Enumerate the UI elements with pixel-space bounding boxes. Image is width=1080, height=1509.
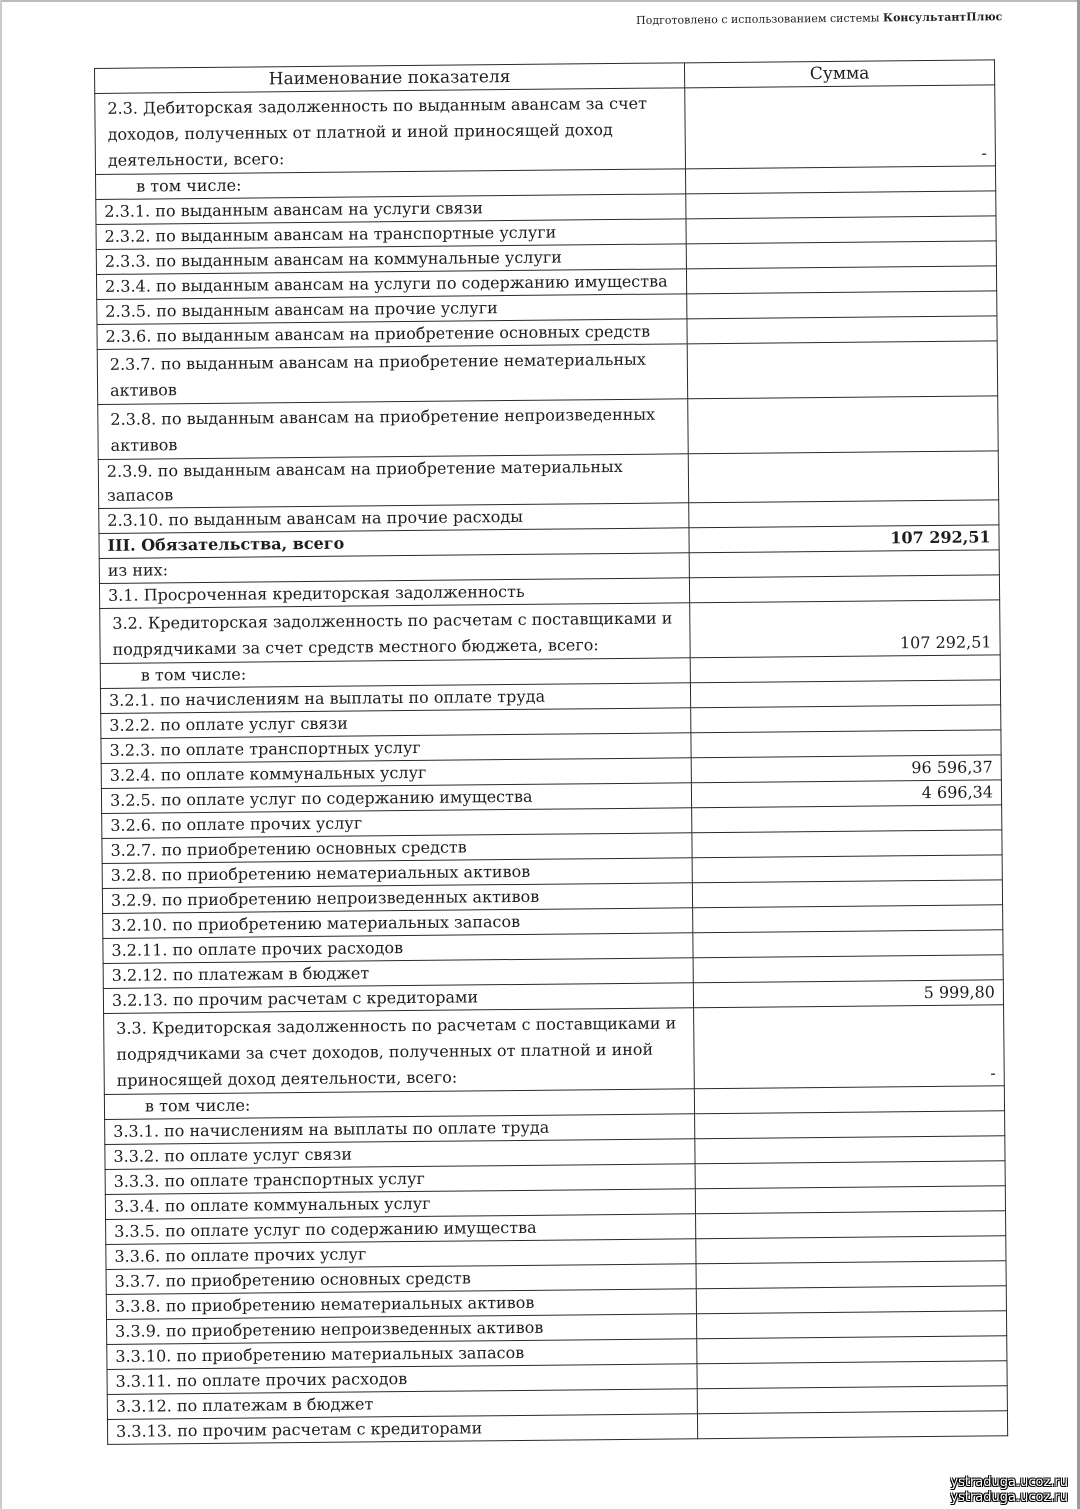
row-value: [692, 830, 1002, 858]
row-value: [696, 1261, 1006, 1289]
watermark-line-1: ystraduga.ucoz.ru: [950, 1475, 1068, 1490]
row-label: 2.3.4. по выданным авансам на услуги по содержанию имущества: [96, 269, 686, 300]
row-label: 3.2. Кредиторская задолженность по расчетам с поставщиками и подрядчиками за счет средств местного бюджета, всего:: [100, 603, 691, 664]
row-value: [690, 655, 1000, 683]
header-note-prefix: Подготовлено с использованием системы: [636, 11, 884, 27]
row-label: 3.2.1. по начислениям на выплаты по оплате труда: [100, 683, 690, 714]
row-value: [693, 930, 1003, 958]
row-value: [688, 396, 999, 454]
row-value: [692, 880, 1002, 908]
column-header-name: Наименование показателя: [95, 63, 685, 94]
row-value: [693, 905, 1003, 933]
row-value: [686, 216, 996, 244]
table-row: [100, 600, 1000, 664]
row-label: 3.3.11. по оплате прочих расходов: [107, 1364, 697, 1395]
row-value: 96 596,37: [691, 755, 1001, 783]
row-label: 3.1. Просроченная кредиторская задолженность: [99, 578, 689, 609]
row-value: [696, 1236, 1006, 1264]
row-value: [686, 266, 996, 294]
row-label: 3.3.3. по оплате транспортных услуг: [105, 1164, 695, 1195]
report-table: [94, 59, 1008, 1445]
table-row: [104, 1005, 1005, 1095]
row-value: [689, 500, 999, 528]
row-label: 2.3.9. по выданным авансам на приобретение материальных запасов: [98, 454, 688, 509]
row-label: 2.3.5. по выданным авансам на прочие услуги: [97, 294, 687, 325]
row-value: [691, 730, 1001, 758]
row-value: [696, 1286, 1006, 1314]
row-label: 3.3. Кредиторская задолженность по расчетам с поставщиками и подрядчиками за счет доходов, полученных от платной и иной приносящей доход деятельности, всего:: [104, 1008, 695, 1095]
row-label: 2.3.2. по выданным авансам на транспортные услуги: [96, 219, 686, 250]
row-value: [690, 680, 1000, 708]
row-value: [688, 451, 998, 503]
row-label: 3.3.6. по оплате прочих услуг: [106, 1239, 696, 1270]
row-value: 107 292,51: [689, 525, 999, 553]
row-label: 3.3.10. по приобретению материальных запасов: [107, 1339, 697, 1370]
row-label: 2.3.7. по выданным авансам на приобретение нематериальных активов: [97, 344, 688, 405]
row-label: 3.3.2. по оплате услуг связи: [105, 1139, 695, 1170]
header-note-brand: КонсультантПлюс: [882, 10, 1003, 25]
row-value: [689, 575, 999, 603]
row-label: 3.2.9. по приобретению непроизведенных активов: [102, 883, 692, 914]
row-label: 3.3.5. по оплате услуг по содержанию имущества: [106, 1214, 696, 1245]
table-row: [95, 85, 996, 175]
row-label: 3.2.7. по приобретению основных средств: [102, 833, 692, 864]
row-label: 3.2.11. по оплате прочих расходов: [103, 933, 693, 964]
row-label: 2.3. Дебиторская задолженность по выданным авансам за счет доходов, полученных от платной и иной приносящей доход деятельности, всего:: [95, 88, 686, 175]
row-label: в том числе:: [104, 1089, 694, 1120]
row-value: [687, 341, 998, 399]
row-value: [692, 805, 1002, 833]
row-label: 3.2.13. по прочим расчетам с кредиторами: [103, 983, 693, 1014]
row-label: III. Обязательства, всего: [99, 528, 689, 559]
row-value: [697, 1361, 1007, 1389]
row-label: 2.3.8. по выданным авансам на приобретение непроизведенных активов: [98, 399, 689, 460]
row-value: [694, 1086, 1004, 1114]
row-label: 3.3.1. по начислениям на выплаты по оплате труда: [105, 1114, 695, 1145]
row-value: -: [685, 85, 996, 169]
row-value: 5 999,80: [693, 980, 1003, 1008]
watermark-text: [950, 1475, 1068, 1505]
row-value: [686, 191, 996, 219]
row-value: [695, 1186, 1005, 1214]
row-label: 3.2.3. по оплате транспортных услуг: [101, 733, 691, 764]
page-edge-top: [0, 0, 1080, 2]
row-value: [695, 1111, 1005, 1139]
row-label: 3.2.4. по оплате коммунальных услуг: [101, 758, 691, 789]
table-row: [98, 451, 998, 509]
row-label: 2.3.6. по выданным авансам на приобретение основных средств: [97, 319, 687, 350]
row-value: 107 292,51: [690, 600, 1001, 658]
row-label: 3.2.8. по приобретению нематериальных активов: [102, 858, 692, 889]
row-value: [697, 1386, 1007, 1414]
table-row: [98, 396, 998, 460]
document-body: [94, 60, 996, 1445]
row-label: 2.3.3. по выданным авансам на коммунальные услуги: [96, 244, 686, 275]
row-label: 3.3.8. по приобретению нематериальных активов: [106, 1289, 696, 1320]
header-note: [636, 10, 1002, 27]
row-label: 3.2.6. по оплате прочих услуг: [102, 808, 692, 839]
row-label: из них:: [99, 553, 689, 584]
row-label: 3.2.2. по оплате услуг связи: [101, 708, 691, 739]
row-label: 3.2.12. по платежам в бюджет: [103, 958, 693, 989]
table-body: [95, 85, 1008, 1445]
row-value: [687, 291, 997, 319]
row-label: 2.3.10. по выданным авансам на прочие расходы: [99, 503, 689, 534]
row-value: [692, 855, 1002, 883]
row-label: 2.3.1. по выданным авансам на услуги связи: [96, 194, 686, 225]
row-value: [686, 241, 996, 269]
row-value: [689, 550, 999, 578]
row-label: 3.3.7. по приобретению основных средств: [106, 1264, 696, 1295]
page-edge-left: [0, 0, 2, 1509]
row-value: [696, 1311, 1006, 1339]
row-value: [693, 955, 1003, 983]
row-value: [687, 316, 997, 344]
row-label: 3.2.10. по приобретению материальных запасов: [103, 908, 693, 939]
table-row: [97, 341, 997, 405]
row-label: 3.3.12. по платежам в бюджет: [107, 1389, 697, 1420]
watermark-line-2: ystraduga.ucoz.ru: [950, 1490, 1068, 1505]
row-label: 3.2.5. по оплате услуг по содержанию имущества: [101, 783, 691, 814]
row-value: [685, 166, 995, 194]
row-value: [691, 705, 1001, 733]
row-value: [695, 1161, 1005, 1189]
row-label: 3.3.9. по приобретению непроизведенных активов: [107, 1314, 697, 1345]
row-label: 3.3.4. по оплате коммунальных услуг: [105, 1189, 695, 1220]
row-value: [697, 1411, 1007, 1439]
row-value: [696, 1211, 1006, 1239]
row-value: -: [694, 1005, 1005, 1089]
row-value: [695, 1136, 1005, 1164]
row-value: 4 696,34: [691, 780, 1001, 808]
row-label: в том числе:: [96, 169, 686, 200]
column-header-sum: Сумма: [684, 60, 994, 88]
row-label: 3.3.13. по прочим расчетам с кредиторами: [107, 1414, 697, 1445]
row-value: [697, 1336, 1007, 1364]
row-label: в том числе:: [100, 658, 690, 689]
